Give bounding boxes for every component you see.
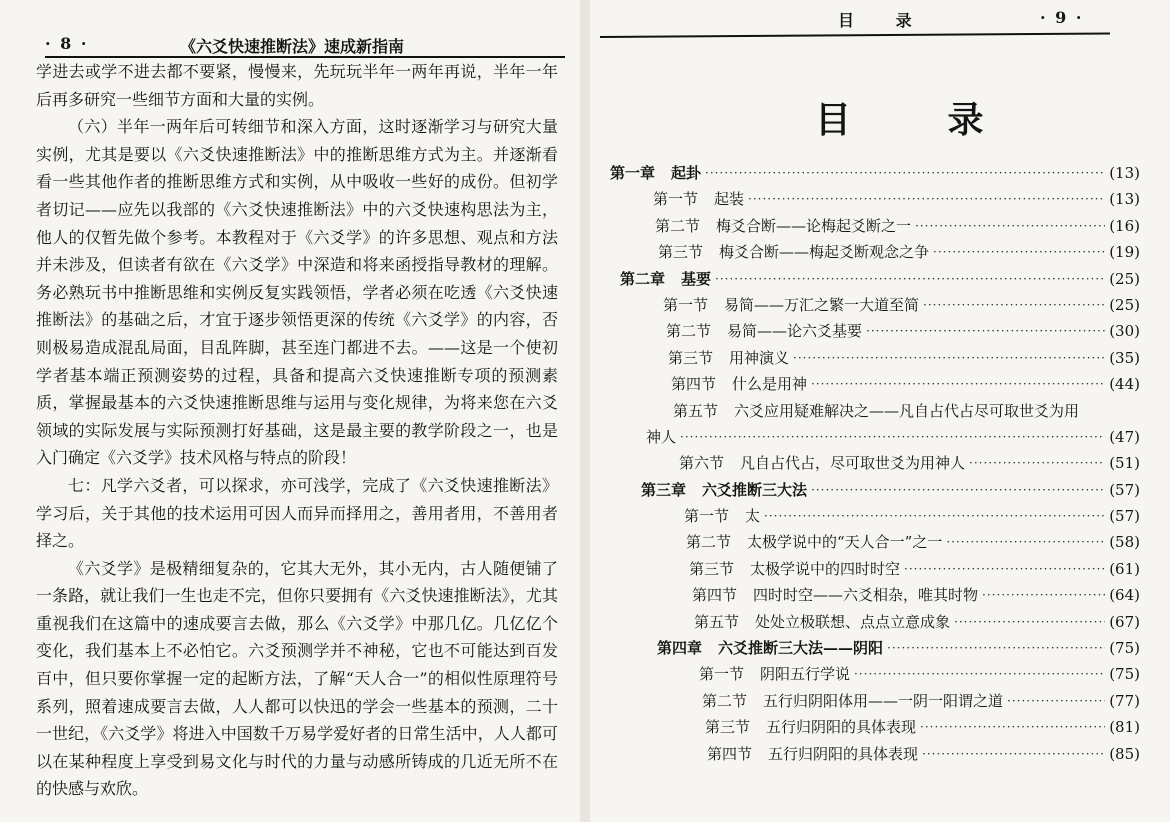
toc-leader-dots (748, 186, 1105, 212)
toc-page-number: (57) (1109, 507, 1140, 526)
toc-entry-title: 太极学说中的四时时空 (750, 559, 901, 578)
toc-page-number: (16) (1109, 216, 1140, 235)
toc-chapter-entry (620, 266, 1140, 292)
toc-title: 目 录 (815, 99, 1026, 141)
toc-page-number: (85) (1109, 744, 1140, 763)
toc-section-entry (649, 556, 1140, 582)
toc-page-number: (75) (1109, 639, 1140, 658)
toc-section-entry (628, 345, 1140, 371)
toc-entry-label (644, 503, 760, 529)
toc-leader-dots (811, 371, 1105, 397)
toc-entry-number: 第三节 (689, 559, 735, 578)
toc-entry-label (636, 424, 676, 450)
right-page (590, 0, 1170, 822)
toc-leader-dots (705, 160, 1105, 186)
toc-page-number: (75) (1109, 665, 1140, 684)
toc-leader-dots (920, 714, 1105, 740)
toc-entry-label (657, 635, 883, 661)
toc-section-entry (618, 239, 1140, 265)
toc-leader-dots (866, 318, 1105, 344)
toc-leader-dots (793, 345, 1105, 371)
toc-entry-number: 第一节 (699, 665, 745, 684)
toc-entry-label (620, 266, 711, 292)
toc-entry-title: 六爻应用疑难解决之——凡自占代占尽可取世爻为用 (734, 401, 1080, 420)
toc-section-entry (631, 371, 1140, 397)
toc-entry-number: 第三节 (668, 348, 714, 367)
toc-chapter-entry (657, 635, 1140, 661)
toc-page-number: (77) (1109, 691, 1140, 710)
toc-section-entry (626, 318, 1140, 344)
toc-entry-number: 第二章 (620, 269, 666, 288)
toc-section-entry (667, 741, 1140, 767)
toc-page-number: (19) (1109, 243, 1140, 262)
toc-leader-dots (1007, 688, 1105, 714)
right-page-number: · 9 · (1040, 8, 1084, 27)
toc-leader-dots (854, 661, 1105, 687)
left-page (0, 0, 580, 822)
toc-leader-dots (933, 239, 1105, 265)
toc-entry-title: 五行归阴阳体用——一阴一阳谓之道 (763, 691, 1004, 710)
toc-entry-label (641, 477, 807, 503)
toc-page-number: (25) (1109, 295, 1140, 314)
toc-entry-label (618, 239, 929, 265)
left-page-number: · 8 · (45, 34, 89, 53)
toc-leader-dots (715, 266, 1105, 292)
toc-leader-dots (680, 424, 1105, 450)
toc-entry-number: 第四节 (707, 744, 753, 763)
toc-section-entry (646, 529, 1140, 555)
toc-entry-title: 六爻推断三大法——阴阳 (718, 639, 884, 658)
toc-entry-title: 太极学说中的“天人合一”之一 (747, 533, 943, 552)
toc-entry-number: 第二节 (702, 691, 748, 710)
toc-page-number: (57) (1109, 480, 1140, 499)
toc-entry-title: 阴阳五行学说 (760, 665, 851, 684)
toc-entry-title: 易简——论六爻基要 (727, 322, 863, 341)
toc-entry-title: 梅爻合断——梅起爻断观念之争 (719, 243, 930, 262)
toc-entry-label (665, 714, 916, 740)
toc-entry-number: 第一节 (684, 507, 730, 526)
toc-entry-number: 第一节 (663, 295, 709, 314)
toc-leader-dots (904, 556, 1105, 582)
toc-chapter-entry (641, 477, 1140, 503)
toc-leader-dots (923, 292, 1105, 318)
left-running-title: 《六爻快速推断法》速成新指南 (180, 37, 405, 56)
toc-entry-label (649, 556, 900, 582)
toc-section-entry (652, 582, 1140, 608)
right-running-header (600, 6, 1100, 46)
toc-entry-number: 第三章 (641, 480, 687, 499)
toc-entry-number: 第一章 (610, 164, 656, 182)
toc-entry-number: 第四章 (657, 639, 703, 658)
toc-entry-label (646, 529, 942, 555)
toc-entry-title: 神人 (646, 427, 677, 446)
table-of-contents (610, 160, 1140, 767)
toc-section-entry (615, 213, 1140, 239)
toc-page-number: (51) (1109, 454, 1140, 473)
toc-leader-dots (946, 529, 1105, 555)
toc-entry-number: 第四节 (692, 586, 738, 605)
toc-page-number: (30) (1109, 322, 1140, 341)
toc-entry-title: 起装 (714, 190, 745, 209)
toc-entry-label (626, 318, 862, 344)
toc-section-entry (662, 688, 1140, 714)
right-running-title: 目 录 (838, 11, 930, 30)
toc-entry-label (659, 661, 850, 687)
toc-page-number: (35) (1109, 348, 1140, 367)
toc-entry-title: 基要 (681, 269, 712, 288)
body-paragraph: 《六爻学》是极精细复杂的，它其大无外，其小无内，古人随便铺了一条路，就让我们一生也走不完，但你只要拥有《六爻快速推断法》，尤其重视我们在这篇中的速成要言去做，那么《六爻学》中那几亿。几亿亿个变化，我们基本上不必怕它。六爻预测学并不神秘，它也不可能达到百发百中，但只要你掌握一定的起断方法，了解“天人合一”的相似性原理符号系列，照着速成要言去做，人人都可以快迅的学会一些基本的预测，二十一世纪，《六爻学》将进入中国数千万易学爱好者的日常生活中，人人都可以在某种程度上享受到易文化与时代的力量与动感所铸成的几近无所不在的快感与欢欣。 (36, 558, 558, 799)
body-paragraph: 学进去或学不进去都不要紧，慢慢来，先玩玩半年一两年再说，半年一年后再多研究一些细节方面和大量的实例。 (36, 62, 558, 109)
toc-entry-title: 易简——万汇之繁一大道至简 (724, 295, 920, 314)
toc-page-number: (13) (1109, 164, 1140, 182)
toc-page-number: (61) (1109, 559, 1140, 578)
right-header-rule (600, 32, 1110, 38)
toc-entry-number: 第六节 (679, 454, 725, 473)
toc-section-entry (659, 661, 1140, 687)
toc-entry-number: 第一节 (653, 190, 699, 209)
toc-page-number: (58) (1109, 533, 1140, 552)
toc-entry-label (631, 371, 807, 397)
toc-leader-dots (811, 477, 1105, 503)
toc-entry-title: 五行归阴阳的具体表现 (766, 718, 917, 737)
toc-entry-title: 处处立极联想、点点立意成象 (755, 612, 951, 631)
toc-entry-label (654, 609, 950, 635)
toc-leader-dots (887, 635, 1105, 661)
toc-page-number: (81) (1109, 718, 1140, 737)
left-body-text (36, 58, 558, 803)
toc-chapter-entry (610, 160, 1140, 186)
toc-entry-label (652, 582, 978, 608)
toc-entry-title: 五行归阴阳的具体表现 (768, 744, 919, 763)
toc-leader-dots (954, 609, 1105, 635)
toc-entry-title: 什么是用神 (732, 375, 808, 394)
toc-entry-number: 第二节 (655, 216, 701, 235)
toc-entry-title: 六爻推断三大法 (702, 480, 808, 499)
toc-entry-number: 第三节 (658, 243, 704, 262)
toc-section-entry (644, 503, 1140, 529)
toc-entry-title: 梅爻合断——论梅起爻断之一 (716, 216, 912, 235)
toc-entry-label (633, 398, 1079, 424)
toc-leader-dots (982, 582, 1105, 608)
toc-section-entry (613, 186, 1140, 212)
toc-entry-number: 第五节 (673, 401, 719, 420)
toc-entry-label (623, 292, 919, 318)
toc-entry-title: 凡自占代占，尽可取世爻为用神人 (740, 454, 966, 473)
toc-entry-label (639, 450, 965, 476)
toc-entry-number: 第二节 (686, 533, 732, 552)
toc-leader-dots (764, 503, 1105, 529)
toc-entry-number: 第四节 (671, 375, 717, 394)
toc-section-entry (639, 450, 1140, 476)
toc-entry-title: 四时时空——六爻相杂，唯其时物 (753, 586, 979, 605)
toc-entry-label (662, 688, 1003, 714)
toc-entry-label (667, 741, 918, 767)
book-gutter (580, 0, 590, 822)
toc-leader-dots (969, 450, 1105, 476)
toc-entry-label (615, 213, 911, 239)
toc-section-entry (636, 424, 1140, 450)
toc-entry-number: 第五节 (694, 612, 740, 631)
toc-page-number: (64) (1109, 586, 1140, 605)
toc-entry-label (613, 186, 744, 212)
toc-entry-title: 起卦 (671, 164, 702, 182)
toc-section-entry (623, 292, 1140, 318)
toc-section-entry (665, 714, 1140, 740)
toc-section-entry (654, 609, 1140, 635)
toc-entry-title: 用神演义 (729, 348, 790, 367)
left-running-header (45, 32, 565, 56)
toc-entry-number: 第三节 (705, 718, 751, 737)
toc-entry-number: 第二节 (666, 322, 712, 341)
body-paragraph: 七：凡学六爻者，可以探求，亦可浅学，完成了《六爻快速推断法》学习后，关于其他的技术运用可因人而异而择用之，善用者用，不善用者择之。 (36, 475, 558, 551)
body-paragraph: （六）半年一两年后可转细节和深入方面，这时逐渐学习与研究大量实例，尤其是要以《六爻快速推断法》中的推断思维方式为主。并逐渐看看一些其他作者的推断思维方式和实例，从中吸收一些好的成份。但初学者切记——应先以我部的《六爻快速推断法》中的六爻快速构思法为主，他人的仅暂先做个参考。本教程对于《六爻学》的许多思想、观点和方法并未涉及，但读者有欲在《六爻学》中深造和将来函授指导教材的理解。务必熟玩书中推断思维和实例反复实践领悟，学者必须在吃透《六爻快速推断法》的基础之后，才宜于逐步领悟更深的传统《六爻学》的内容，否则极易造成混乱局面，目乱阵脚，甚至连门都进不去。——这是一个使初学者基本端正预测姿势的过程，具备和提高六爻快速推断专项的预测素质，掌握最基本的六爻快速推断思维与运用与变化规律，为将来您在六爻领域的实际发展与实际预测打好基础，这是最主要的教学阶段之一，也是入门确定《六爻学》技术风格与特点的阶段！ (36, 117, 558, 468)
toc-entry-label (628, 345, 789, 371)
toc-entry-title: 太 (745, 507, 761, 526)
toc-leader-dots (915, 213, 1105, 239)
toc-page-number: (13) (1109, 190, 1140, 209)
toc-section-entry (633, 398, 1140, 424)
toc-page-number: (67) (1109, 612, 1140, 631)
toc-page-number: (47) (1109, 427, 1140, 446)
toc-leader-dots (922, 741, 1105, 767)
toc-page-number: (25) (1109, 269, 1140, 288)
toc-page-number: (44) (1109, 375, 1140, 394)
toc-entry-label (610, 160, 701, 186)
